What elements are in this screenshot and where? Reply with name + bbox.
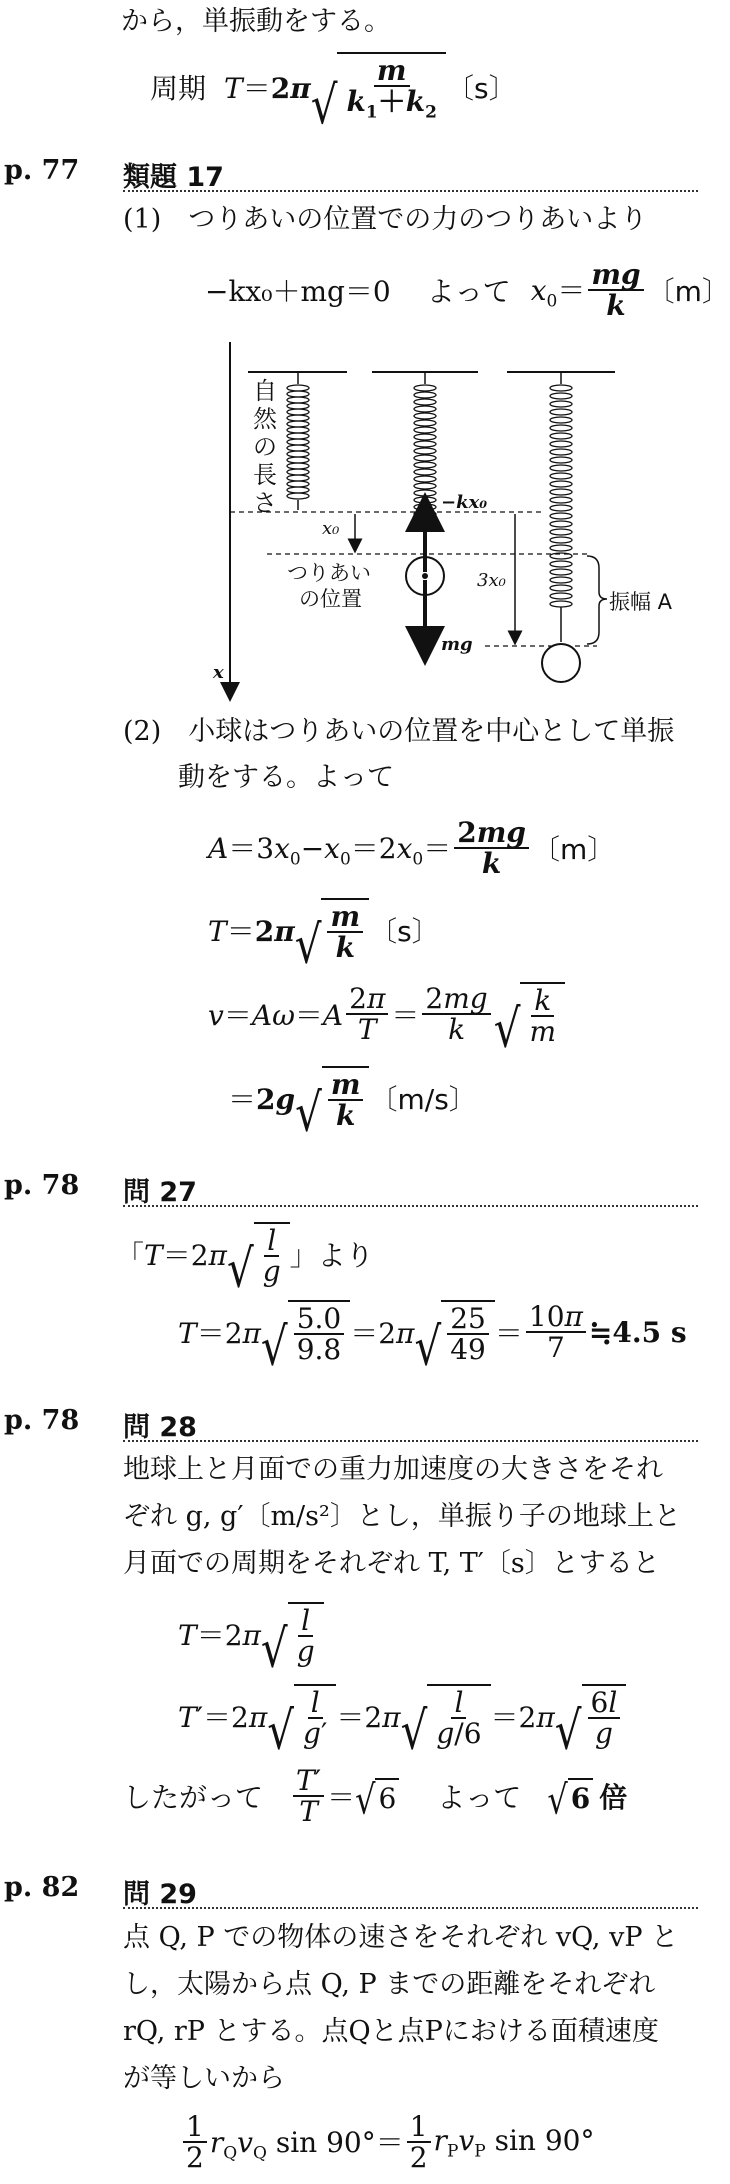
label-natural-length: 自 然 の 長 さ (253, 377, 277, 517)
s17-eq-amplitude: $A=3x_0-x_0=2x_0=$ $\frac{2mg}{k}$ 〔m〕 (208, 816, 616, 881)
page-ref-82: p. 82 (4, 1872, 80, 1903)
label-equilibrium-2: の位置 (299, 587, 362, 611)
label-x0: x₀ (322, 518, 340, 539)
label-mg: mg (441, 634, 473, 655)
label-equilibrium-1: つりあい (287, 561, 371, 585)
s17-eq-velocity: v＝Aω＝A $\frac{2\pi}{T}$ ＝ $\frac{2mg}{k}$ √ $\frac{k}{m}$ (208, 982, 565, 1047)
s17-eq1: −kx₀＋mg＝0 よって $x_0=$ $\frac{mg}{k}$ 〔m〕 (205, 258, 730, 323)
s27-calc: T＝2π √ $\frac{5.0}{9.8}$ ＝2π √ $\frac{25}{49}$ ＝ $\frac{10\pi}{7}$ ≒4.5 s (178, 1300, 687, 1377)
page-ref-78a: p. 78 (4, 1170, 80, 1201)
section-title-q27: 問 27 (123, 1177, 197, 1208)
section-divider (123, 1440, 698, 1442)
s28-conclusion: したがって $\frac{T'}{T}$ ＝ √ 6 よって √ 6 倍 (123, 1764, 628, 1829)
page-ref-77: p. 77 (4, 155, 80, 186)
intro-text: から，単振動をする。 (121, 6, 391, 37)
s17-eq-period: T＝2π √ $\frac{m}{k}$ 〔s〕 (208, 900, 440, 975)
s29-eq-area-velocity: $\frac{1}{2}$ $r_Qv_Q$ sin 90°＝ $\frac{1}{2}$ $r_Pv_P$ sin 90° (180, 2112, 594, 2173)
section-divider (123, 1907, 698, 1909)
label-amplitude: 振幅 A (609, 590, 673, 614)
section-title-ruidai17: 類題 17 (123, 162, 224, 193)
period-unit: 〔s〕 (445, 72, 517, 106)
page-ref-78b: p. 78 (4, 1405, 80, 1436)
s17-item2-line1: (2) 小球はつりあいの位置を中心として単振 (123, 716, 675, 747)
label-minus-kx0: −kx₀ (441, 492, 488, 513)
s17-item1: (1) つりあいの位置での力のつりあいより (123, 204, 648, 235)
section-title-q29: 問 29 (123, 1879, 197, 1910)
section-title-q28: 問 28 (123, 1412, 197, 1443)
label-3x0: 3x₀ (477, 570, 506, 591)
spring-figure (195, 332, 675, 702)
s27-intro: 「 T＝2π √ $\frac{l}{g}$ 」より (116, 1224, 374, 1299)
period-label: 周期 (150, 72, 207, 106)
s29-paragraph: 点 Q, P での物体の速さをそれぞれ vQ, vP と し，太陽から点 Q, P までの距離をそれぞれ rQ, rP とする。点Qと点Pにおける面積速度 が等しいから (123, 1922, 679, 2094)
s28-answer-unit: 倍 (599, 1781, 628, 1815)
s28-paragraph: 地球上と月面での重力加速度の大きさをそれ ぞれ g, g′〔m/s²〕とし，単振り子の地球上と 月面での周期をそれぞれ T, T′〔s〕とすると (123, 1454, 681, 1579)
s17-item2-line2: 動をする。よって (178, 762, 394, 793)
s27-result: ≒4.5 s (588, 1315, 687, 1349)
section-divider (123, 1205, 698, 1207)
label-x-axis: x (213, 662, 224, 683)
section-divider (123, 190, 698, 192)
period-equation: 周期 T＝2π √ $\frac{m}{k_1+k_2}$ 〔s〕 (150, 54, 517, 136)
s17-eq-velocity-result: ＝2g √ $\frac{m}{k}$ 〔m/s〕 (228, 1068, 477, 1143)
s28-eq-earth: T＝2π √ $\frac{l}{g}$ (178, 1602, 324, 1667)
s28-eq-moon: T′＝2π √ $\frac{l}{g'}$ ＝2π √ $\frac{l}{g/6}$ ＝2π √ $\frac{6l}{g}$ (178, 1684, 626, 1749)
